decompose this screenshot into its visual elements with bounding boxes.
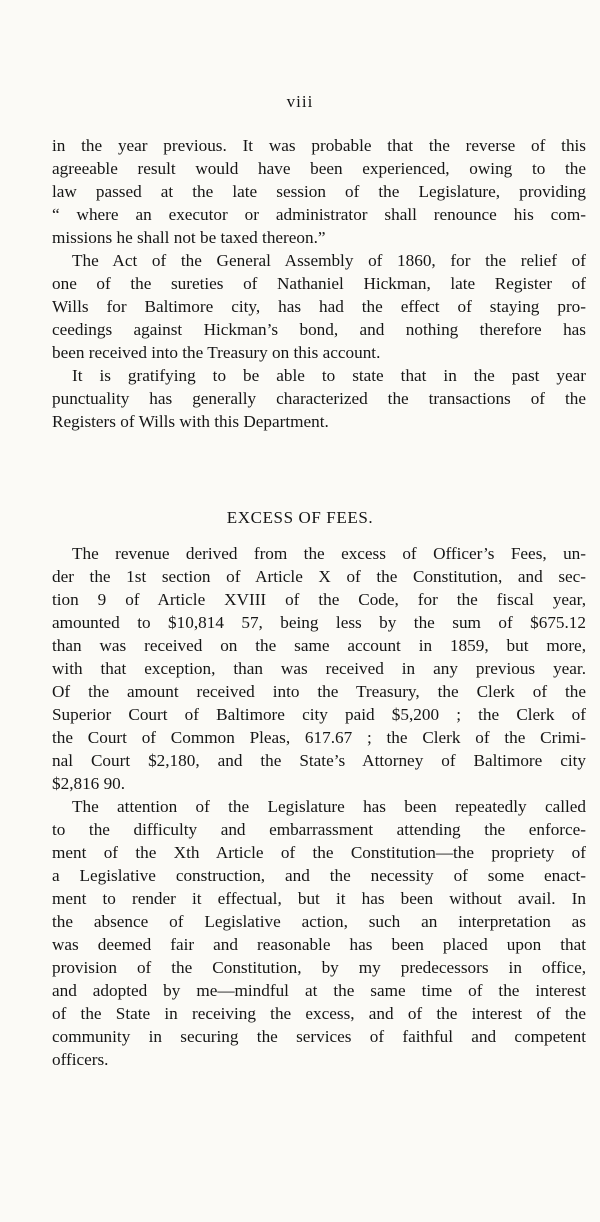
text-line: missions he shall not be taxed thereon.” xyxy=(52,228,326,247)
text-line: The Act of the General Assembly of 1860, for the relief of xyxy=(72,251,586,270)
text-line: officers. xyxy=(52,1050,109,1069)
text-line: Wills for Baltimore city, has had the effect of staying pro- xyxy=(52,297,586,316)
text-line: with that exception, than was received in any previous year. xyxy=(52,659,586,678)
text-line: The attention of the Legislature has been repeatedly called xyxy=(72,797,586,816)
text-line: the absence of Legislative action, such an interpretation as xyxy=(52,912,586,931)
text-line: law passed at the late session of the Legislature, providing xyxy=(52,182,586,201)
text-line: der the 1st section of Article X of the Constitution, and sec- xyxy=(52,567,586,586)
text-line: to the difficulty and embarrassment attending the enforce- xyxy=(52,820,586,839)
text-line: tion 9 of Article XVIII of the Code, for the fiscal year, xyxy=(52,590,586,609)
text-line: provision of the Constitution, by my predecessors in office, xyxy=(52,958,586,977)
section-registers-of-wills xyxy=(52,134,586,433)
text-line: The revenue derived from the excess of Officer’s Fees, un- xyxy=(72,544,586,563)
text-line: than was received on the same account in 1859, but more, xyxy=(52,636,586,655)
text-line: ceedings against Hickman’s bond, and nothing therefore has xyxy=(52,320,586,339)
page-number: viii xyxy=(286,92,314,111)
text-line: “ where an executor or administrator shall renounce his com- xyxy=(52,205,586,224)
text-line: Superior Court of Baltimore city paid $5,200 ; the Clerk of xyxy=(52,705,586,724)
text-line: Registers of Wills with this Department. xyxy=(52,412,329,431)
text-line: nal Court $2,180, and the State’s Attorney of Baltimore city xyxy=(52,751,586,770)
text-line: community in securing the services of faithful and competent xyxy=(52,1027,586,1046)
section-excess-of-fees xyxy=(52,542,586,1071)
text-line: a Legislative construction, and the necessity of some enact- xyxy=(52,866,586,885)
text-line: in the year previous. It was probable that the reverse of this xyxy=(52,136,586,155)
text-line: ment of the Xth Article of the Constitution—the propriety of xyxy=(52,843,586,862)
text-line: It is gratifying to be able to state that in the past year xyxy=(72,366,586,385)
text-line: and adopted by me—mindful at the same time of the interest xyxy=(52,981,586,1000)
text-line: the Court of Common Pleas, 617.67 ; the Clerk of the Crimi- xyxy=(52,728,586,747)
text-line: punctuality has generally characterized the transactions of the xyxy=(52,389,586,408)
text-line: Of the amount received into the Treasury, the Clerk of the xyxy=(52,682,586,701)
text-line: $2,816 90. xyxy=(52,774,126,793)
text-line: agreeable result would have been experienced, owing to the xyxy=(52,159,586,178)
text-line: of the State in receiving the excess, and of the interest of the xyxy=(52,1004,586,1023)
text-line: was deemed fair and reasonable has been placed upon that xyxy=(52,935,586,954)
text-line: been received into the Treasury on this account. xyxy=(52,343,381,362)
section-heading: EXCESS OF FEES. xyxy=(226,508,374,527)
text-line: ment to render it effectual, but it has been without avail. In xyxy=(52,889,586,908)
text-line: one of the sureties of Nathaniel Hickman, late Register of xyxy=(52,274,586,293)
text-line: amounted to $10,814 57, being less by the sum of $675.12 xyxy=(52,613,586,632)
